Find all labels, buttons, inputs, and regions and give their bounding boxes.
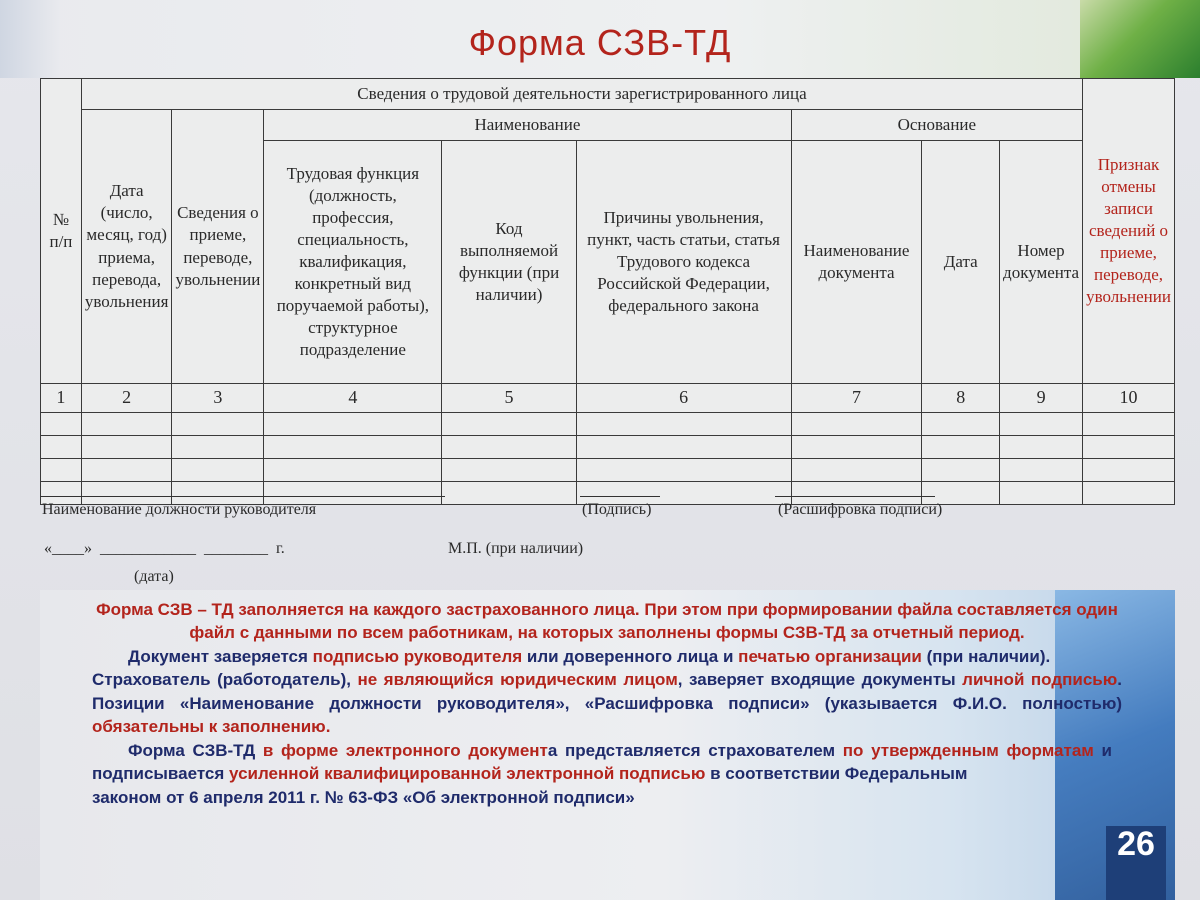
sub-header-naimenovanie: Наименование: [264, 110, 791, 141]
info-paragraph-2: Документ заверяется подписью руководителя или доверенного лица и печатью организации (при наличии).: [128, 646, 1051, 666]
decode-line: [775, 496, 935, 497]
col-header-10: Признак отмены записи сведений о приеме, переводе, увольнении: [1083, 79, 1175, 384]
col-header-1: № п/п: [41, 79, 82, 384]
col-header-5: Код выполняемой функции (при наличии): [442, 141, 576, 384]
signature-label: (Подпись): [582, 501, 652, 518]
col-number: 5: [442, 384, 576, 413]
col-header-6: Причины увольнения, пункт, часть статьи, статья Трудового кодекса Российской Федерации, федерального закона: [576, 141, 791, 384]
decode-label: (Расшифровка подписи): [778, 501, 943, 518]
col-header-3: Сведения о приеме, переводе, увольнении: [172, 110, 264, 384]
page-number: 26: [1106, 826, 1166, 900]
col-number: 9: [1000, 384, 1083, 413]
date-label: (дата): [134, 568, 174, 585]
table-row: [41, 436, 1175, 459]
position-label: Наименование должности руководителя: [42, 501, 317, 518]
col-number: 6: [576, 384, 791, 413]
stamp-label: М.П. (при наличии): [448, 540, 584, 557]
col-header-4: Трудовая функция (должность, профессия, специальность, квалификация, конкретный вид поручаемой работы), структурное подразделение: [264, 141, 442, 384]
col-number: 4: [264, 384, 442, 413]
szv-td-table: [40, 78, 1175, 505]
signature-line: [580, 496, 660, 497]
sub-header-osnovanie: Основание: [791, 110, 1083, 141]
info-paragraph-1: Форма СЗВ – ТД заполняется на каждого застрахованного лица. При этом при формировании файла составляется один файл с данными по всем работникам, на которых заполнены формы СЗВ-ТД за отчетный период.: [96, 600, 1118, 643]
col-header-2: Дата (число, месяц, год) приема, перевода, увольнения: [81, 110, 172, 384]
form-title: Форма СЗВ-ТД: [468, 22, 732, 63]
col-number: 2: [81, 384, 172, 413]
table-row: [41, 413, 1175, 436]
group-header: Сведения о трудовой деятельности зарегистрированного лица: [81, 79, 1082, 110]
col-header-9: Номер документа: [1000, 141, 1083, 384]
info-paragraph-3: Страхователь (работодатель), не являющийся юридическим лицом, заверяет входящие документы личной подписью. Позиции «Наименование должности руководителя», «Расшифровка подписи» (указывается Ф.И.О. полностью) обязательны к заполнению.: [92, 670, 1122, 737]
col-number: 8: [922, 384, 1000, 413]
info-text: [92, 598, 1122, 809]
info-paragraph-5: законом от 6 апреля 2011 г. № 63-ФЗ «Об электронной подписи»: [92, 787, 635, 807]
signature-area: [40, 478, 1175, 588]
col-number: 1: [41, 384, 82, 413]
col-number: 7: [791, 384, 922, 413]
col-header-7: Наименование документа: [791, 141, 922, 384]
col-number: 10: [1083, 384, 1175, 413]
date-line: «____» ____________ ________ г.: [44, 540, 285, 557]
info-paragraph-4: Форма СЗВ-ТД в форме электронного документа представляется страхователем по утвержденным форматам и подписывается усиленной квалифицированной электронной подписью в соответствии Федеральным: [92, 740, 1112, 784]
position-line: [40, 496, 445, 497]
col-header-8: Дата: [922, 141, 1000, 384]
col-number: 3: [172, 384, 264, 413]
